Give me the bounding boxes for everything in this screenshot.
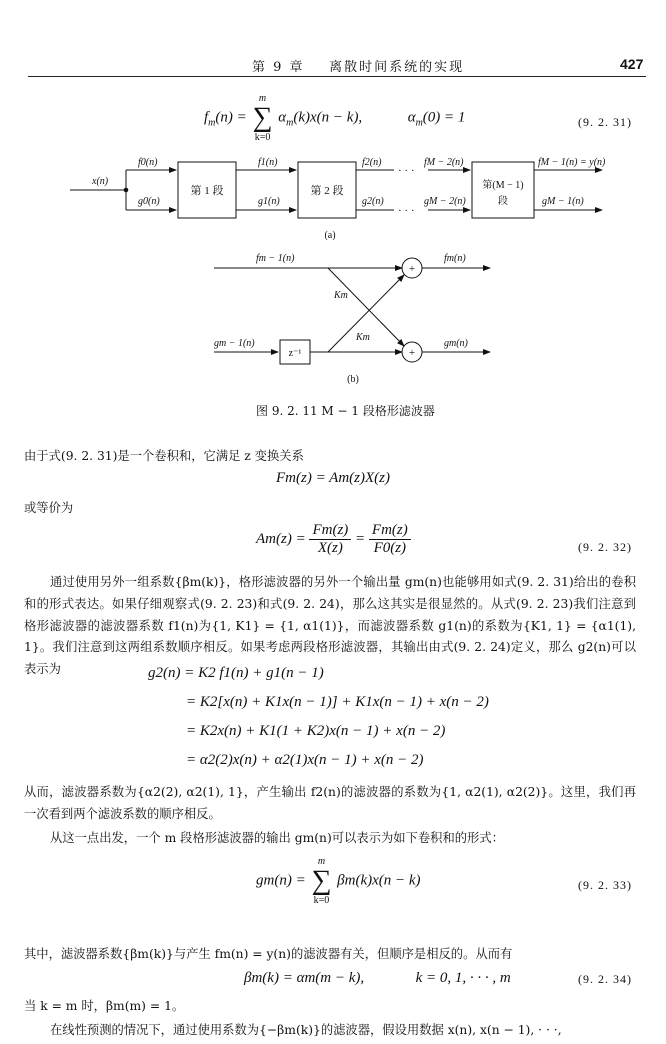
paragraph-8: 在线性预测的情况下，通过使用系数为{−βm(k)}的滤波器，假设用数据 x(n), x(n − 1), · · ·,	[50, 1023, 562, 1037]
input-label: x(n)	[92, 176, 109, 187]
g2-label: g2(n)	[362, 196, 384, 207]
dots-bottom: · · ·	[398, 205, 415, 217]
f-in-label: fm − 1(n)	[256, 253, 295, 264]
equation-9-2-34: βm(k) = αm(m − k), k = 0, 1, · · · , m	[244, 970, 511, 986]
stage-m-1-label-line1: 第(M − 1)	[482, 180, 524, 191]
figure-caption: 图 9. 2. 11 M − 1 段格形滤波器	[256, 404, 435, 418]
equation-9-2-31: $f_m(n)$ = m ∑ k=0 $\alpha_m(k)x(n - k)$, $\alpha_m(0) = 1$	[204, 93, 466, 143]
paragraph-1: 由于式(9. 2. 31)是一个卷积和，它满足 z 变换关系	[24, 449, 304, 463]
paragraph-7: 当 k = m 时，βm(m) = 1。	[24, 999, 185, 1013]
chapter-label: 第 9 章	[252, 60, 305, 75]
subfigure-a-label: (a)	[324, 230, 336, 241]
derivation-line-4: = α2(2)x(n) + α2(1)x(n − 1) + x(n − 2)	[186, 752, 424, 768]
delay-label: z⁻¹	[288, 348, 302, 359]
stage-2-label: 第 2 段	[310, 185, 344, 197]
lattice-cascade-diagram	[0, 152, 666, 248]
lattice-stage-diagram	[0, 248, 666, 392]
bottom-adder-plus: +	[408, 347, 416, 359]
derivation-line-2: = K2[x(n) + K1x(n − 1)] + K1x(n − 1) + x(n − 2)	[186, 694, 489, 710]
g0-label: g0(n)	[138, 196, 160, 207]
dots-top: · · ·	[398, 165, 415, 177]
f-out-label: fm(n)	[444, 253, 466, 264]
gm1-label: gM − 1(n)	[542, 196, 584, 207]
top-adder-plus: +	[408, 263, 416, 275]
chapter-title: 离散时间系统的实现	[329, 60, 465, 75]
page-number: 427	[620, 56, 644, 72]
fm2-label: fM − 2(n)	[424, 157, 464, 168]
paragraph-2: 或等价为	[24, 501, 74, 515]
f0-label: f0(n)	[138, 157, 158, 168]
k-bottom-label: Km	[356, 332, 370, 343]
equation-f-transform: Fm(z) = Am(z)X(z)	[276, 470, 390, 486]
derivation-line-1: g2(n) = K2 f1(n) + g1(n − 1)	[148, 665, 324, 681]
subfigure-b-label: (b)	[347, 374, 359, 385]
k-top-label: Km	[334, 290, 348, 301]
equation-number-9-2-32: (9. 2. 32)	[578, 540, 632, 554]
paragraph-4: 从而，滤波器系数为{α2(2), α2(1), 1}，产生输出 f2(n)的滤波器的系数为{1, α2(1), α2(2)}。这里，我们再一次看到两个滤波系数的顺序相反。	[24, 785, 636, 821]
stage-1-label: 第 1 段	[190, 185, 224, 197]
f1-label: f1(n)	[258, 157, 278, 168]
paragraph-3: 通过使用另外一组系数{βm(k)}，格形滤波器的另外一个输出量 gm(n)也能够用如式(9. 2. 31)给出的卷积和的形式表达。如果仔细观察式(9. 2. 23)和式(9. 2. 24)，那么这其实是很显然的。从式(9. 2. 23)我们注意到格形滤波器的滤波器系数 f1(n)为{1, K1} = {1, α1(1)}，而滤波器系数 g1(n)的系数为{K1, 1} = {α1(1), 1}。我们注意到这两组系数顺序相反。如果考虑两段格形滤波器，其输出由式(9. 2. 24)定义，那么 g2(n)可以表示为	[24, 575, 636, 677]
equation-number-9-2-34: (9. 2. 34)	[578, 972, 632, 986]
g-out-label: gm(n)	[444, 338, 468, 349]
stage-m-1-label-line2: 段	[498, 196, 508, 207]
derivation-line-3: = K2x(n) + K1(1 + K2)x(n − 1) + x(n − 2)	[186, 723, 446, 739]
equation-number-9-2-33: (9. 2. 33)	[578, 878, 632, 892]
gm2-label: gM − 2(n)	[424, 196, 466, 207]
running-header	[252, 56, 464, 75]
equation-9-2-32: Am(z) = $\frac{Fm(z)}{X(z)}$ = $\frac{Fm(z)}{F0(z)}$	[256, 522, 411, 557]
equation-number-9-2-31: (9. 2. 31)	[578, 115, 632, 129]
equation-9-2-33: gm(n) = m ∑ k=0 βm(k)x(n − k)	[256, 856, 421, 906]
paragraph-5: 从这一点出发，一个 m 段格形滤波器的输出 gm(n)可以表示为如下卷积和的形式：	[50, 831, 504, 845]
f2-label: f2(n)	[362, 157, 382, 168]
paragraph-6: 其中，滤波器系数{βm(k)}与产生 fm(n) = y(n)的滤波器有关，但顺序是相反的。从而有	[24, 947, 513, 961]
g-in-label: gm − 1(n)	[214, 338, 255, 349]
g1-label: g1(n)	[258, 196, 280, 207]
header-rule	[28, 76, 646, 77]
fm1-label: fM − 1(n) = y(n)	[538, 157, 606, 168]
